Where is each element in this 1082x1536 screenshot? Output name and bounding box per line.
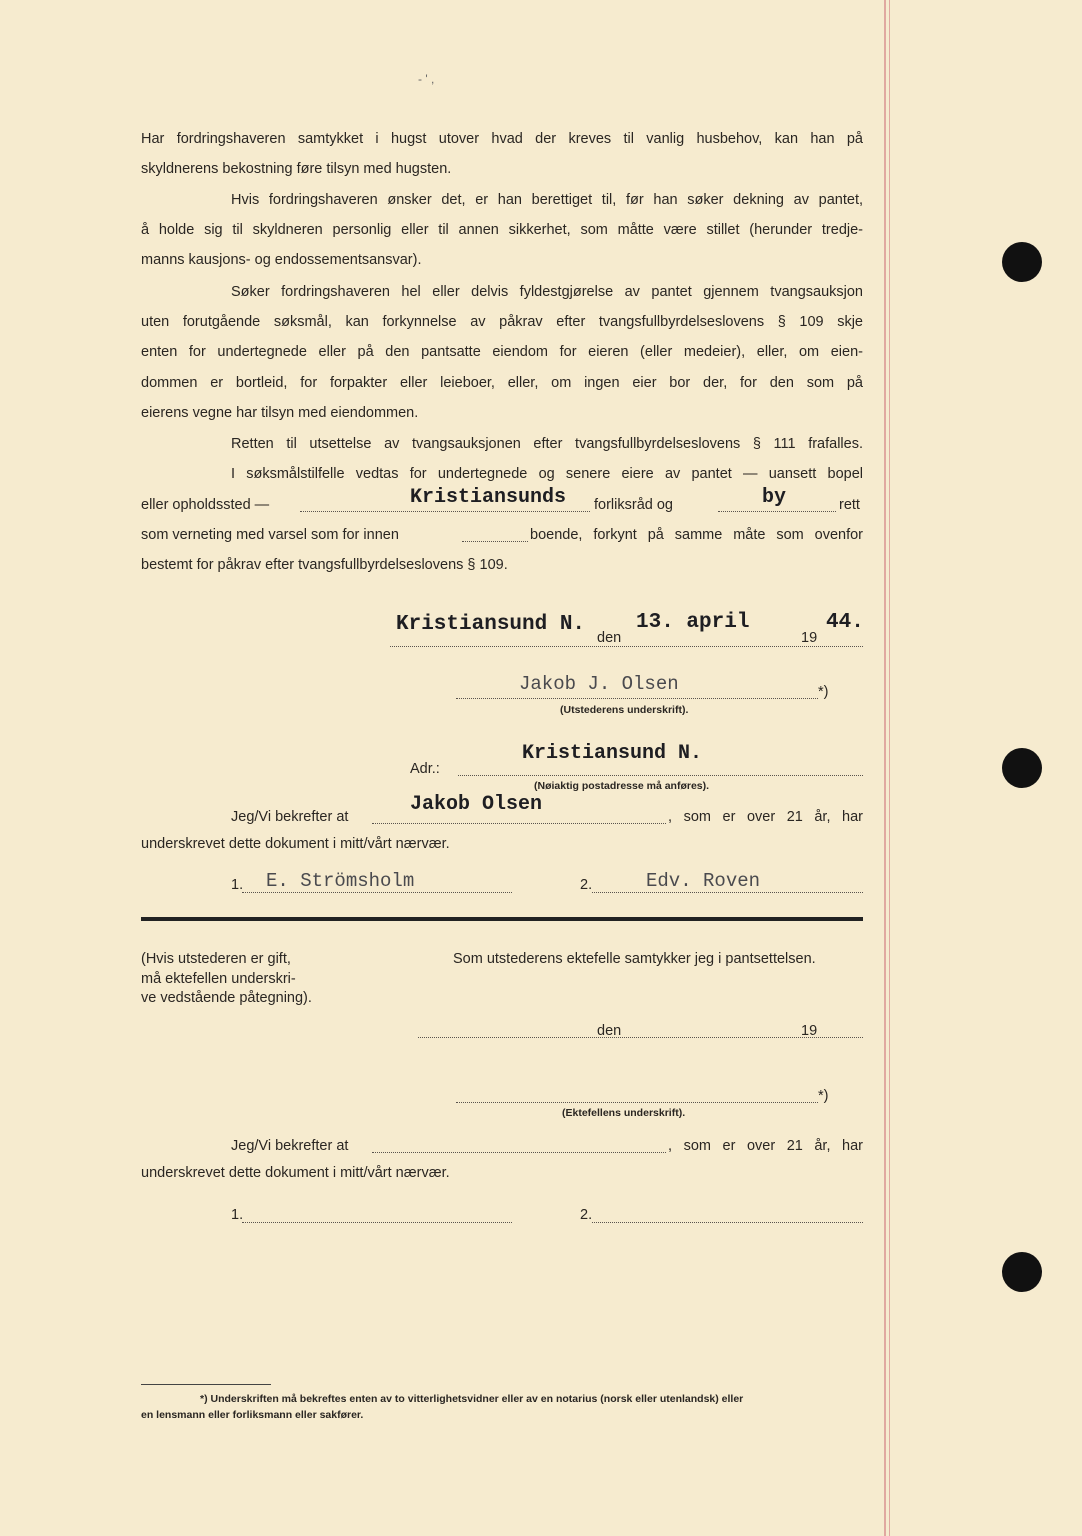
witness1-w1-label: 1. [231, 877, 244, 893]
issuer-signature-line [456, 698, 818, 699]
para2-line1: Hvis fordringshaveren ønsker det, er han berettiget til, før han søker dekning av pantet, [231, 192, 863, 208]
para2-line2: å holde sig til skyldneren personlig eller til annen sikkerhet, som måtte være stillet (herunder tredje- [141, 222, 863, 238]
witness2-w2-label: 2. [580, 1207, 593, 1223]
para3-line1: Søker fordringshaveren hel eller delvis fyldestgjørelse av pantet gjennem tvangsauksjon [231, 284, 863, 300]
para3-line5: eierens vegne har tilsyn med eiendommen. [141, 405, 419, 421]
issuer-mark: *) [818, 684, 829, 700]
year: 44. [826, 611, 864, 634]
innen-field [462, 541, 528, 542]
witness1-w2-label: 2. [580, 877, 593, 893]
para1-line2: skyldnerens bekostning føre tilsyn med hugsten. [141, 161, 452, 177]
address-label: Adr.: [410, 761, 440, 777]
witness1-w2-line [592, 892, 863, 893]
witness1-w1-line [242, 892, 512, 893]
spouse-consent-text: Som utstederens ektefelle samtykker jeg i pantsettelsen. [453, 951, 816, 967]
place: Kristiansund N. [396, 613, 586, 636]
spouse-caption: (Ektefellens underskrift). [562, 1107, 686, 1119]
court-name-field [300, 511, 590, 512]
witness2-line2: underskrevet dette dokument i mitt/vårt nærvær. [141, 1165, 450, 1181]
spouse-note-line3: ve vedstående påtegning). [141, 990, 312, 1006]
venue-suffix: rett [839, 497, 860, 513]
spouse-note-line2: må ektefellen underskri- [141, 971, 296, 987]
para3-line2: uten forutgående søksmål, kan forkynnelse av påkrav efter tvangsfullbyrdelseslovens § 109 skje [141, 314, 863, 330]
date-line [390, 646, 863, 647]
witness1-prefix: Jeg/Vi bekrefter at [231, 809, 349, 825]
venue-line4: bestemt for påkrav efter tvangsfullbyrdelseslovens § 109. [141, 557, 508, 573]
red-margin-line [884, 0, 886, 1536]
red-margin-line-inner [889, 0, 890, 1536]
address-line [458, 775, 863, 776]
venue-line3-a: som verneting med varsel som for innen [141, 527, 399, 543]
court-name: Kristiansunds [410, 486, 567, 509]
spouse-note-line1: (Hvis utstederen er gift, [141, 951, 291, 967]
date: 13. april [636, 611, 750, 634]
punch-hole-icon [1002, 748, 1042, 788]
section-divider [141, 917, 863, 921]
witness2-prefix: Jeg/Vi bekrefter at [231, 1138, 349, 1154]
year-prefix: 19 [801, 630, 818, 646]
witness1-suffix: , som er over 21 år, har [668, 809, 863, 825]
address-value: Kristiansund N. [522, 742, 703, 765]
court-type-field [718, 511, 836, 512]
den-label: den [597, 630, 622, 646]
witness2-w1-label: 1. [231, 1207, 244, 1223]
witness1-name: Jakob Olsen [410, 793, 543, 816]
issuer-caption: (Utstederens underskrift). [560, 704, 689, 716]
witness2-name-line [372, 1152, 666, 1153]
witness2-suffix: , som er over 21 år, har [668, 1138, 863, 1154]
issuer-signature: Jakob J. Olsen [519, 673, 679, 695]
spouse-mark: *) [818, 1088, 829, 1104]
witness1-w1-name: E. Strömsholm [266, 870, 415, 892]
venue-prefix: eller opholdssted — [141, 497, 270, 513]
footnote-line1: *) Underskriften må bekreftes enten av to vitterlighetsvidner eller av en notarius (norsk eller utenlandsk) eller [200, 1393, 744, 1405]
spouse-year-prefix: 19 [801, 1023, 818, 1039]
para1-line1: Har fordringshaveren samtykket i hugst utover hvad der kreves til vanlig husbehov, kan han på [141, 131, 863, 147]
para3-line3: enten for undertegnede eller på den pantsatte eiendom for eieren (eller medeier), eller, om eien- [141, 344, 863, 360]
venue-mid: forliksråd og [594, 497, 673, 513]
witness2-w2-line [592, 1222, 863, 1223]
witness1-w2-name: Edv. Roven [646, 870, 761, 892]
witness1-line2: underskrevet dette dokument i mitt/vårt nærvær. [141, 836, 450, 852]
footnote-rule [141, 1384, 271, 1385]
para4-line1: Retten til utsettelse av tvangsauksjonen efter tvangsfullbyrdelseslovens § 111 frafalles. [231, 436, 863, 452]
para2-line3: manns kausjons- og endossementsansvar). [141, 252, 422, 268]
court-type: by [762, 486, 787, 509]
address-caption: (Nøiaktig postadresse må anføres). [534, 780, 710, 792]
spouse-den-label: den [597, 1023, 622, 1039]
witness2-w1-line [242, 1222, 512, 1223]
punch-hole-icon [1002, 1252, 1042, 1292]
venue-line3-b: boende, forkynt på samme måte som ovenfor [530, 527, 863, 543]
top-mark: - ' , [418, 72, 435, 86]
footnote-line2: en lensmann eller forliksmann eller sakfører. [141, 1409, 364, 1421]
venue-line1: I søksmålstilfelle vedtas for undertegnede og senere eiere av pantet — uansett bopel [231, 466, 863, 482]
para3-line4: dommen er bortleid, for forpakter eller leieboer, eller, om ingen eier bor der, for den som på [141, 375, 863, 391]
spouse-signature-line [456, 1102, 818, 1103]
spouse-date-line [418, 1037, 863, 1038]
punch-hole-icon [1002, 242, 1042, 282]
witness1-name-line [372, 823, 666, 824]
